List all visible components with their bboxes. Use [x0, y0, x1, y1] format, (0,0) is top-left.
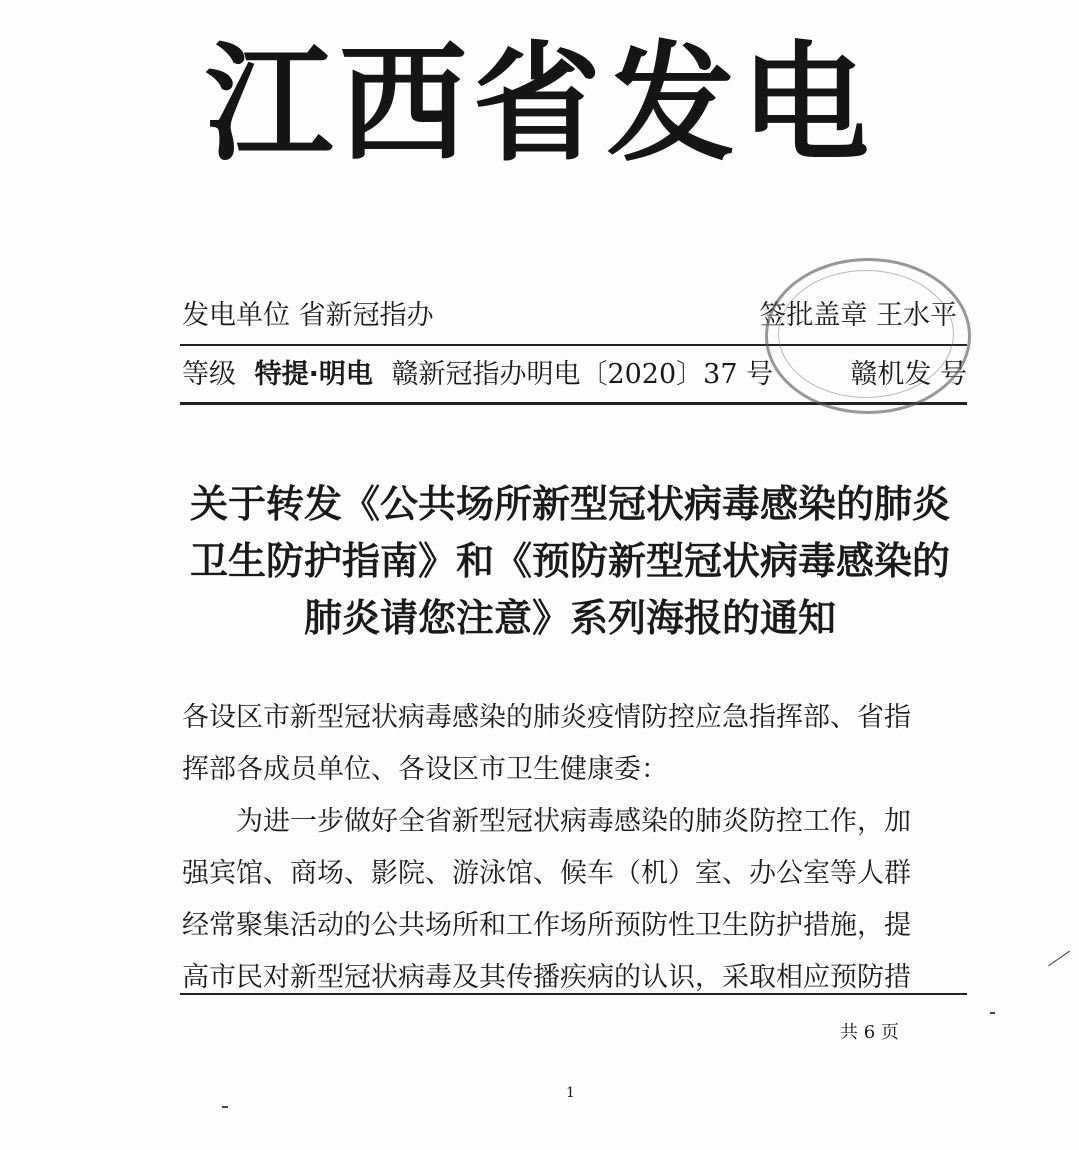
paragraph-line-4: 高市民对新型冠状病毒及其传播疾病的认识，采取相应预防措	[182, 962, 911, 993]
body-divider	[180, 993, 967, 995]
grade-label: 等级	[182, 359, 236, 390]
total-pages: 共 6 页	[840, 1022, 899, 1043]
title-line-2: 卫生防护指南》和《预防新型冠状病毒感染的	[189, 539, 950, 583]
page-number: 1	[566, 1085, 575, 1101]
document-body	[182, 692, 967, 1004]
document-title	[140, 476, 1000, 647]
official-seal-inner-ring	[778, 270, 954, 398]
sender-unit: 发电单位 省新冠指办	[182, 300, 434, 331]
grade-value: 特提·明电	[254, 359, 373, 390]
document-number: 赣新冠指办明电〔2020〕37 号	[391, 359, 774, 390]
title-line-3: 肺炎请您注意》系列海报的通知	[303, 596, 836, 640]
addressee-line-2: 挥部各成员单位、各设区市卫生健康委：	[182, 754, 668, 785]
dispatch-number: 赣机发 号	[850, 359, 967, 390]
masthead-title: 江西省发电	[204, 30, 875, 179]
paragraph-line-2: 强宾馆、商场、影院、游泳馆、候车（机）室、办公室等人群	[182, 858, 911, 889]
title-line-1: 关于转发《公共场所新型冠状病毒感染的肺炎	[189, 482, 950, 526]
paragraph-line-3: 经常聚集活动的公共场所和工作场所预防性卫生防护措施，提	[182, 910, 911, 941]
scan-mark	[222, 1106, 228, 1108]
scan-mark	[990, 1012, 995, 1014]
addressee-line-1: 各设区市新型冠状病毒感染的肺炎疫情防控应急指挥部、省指	[182, 702, 911, 733]
scan-mark	[1048, 951, 1070, 967]
paragraph-line-1: 为进一步做好全省新型冠状病毒感染的肺炎防控工作，加	[236, 806, 911, 837]
approver-signature: 签批盖章 王水平	[759, 300, 957, 331]
